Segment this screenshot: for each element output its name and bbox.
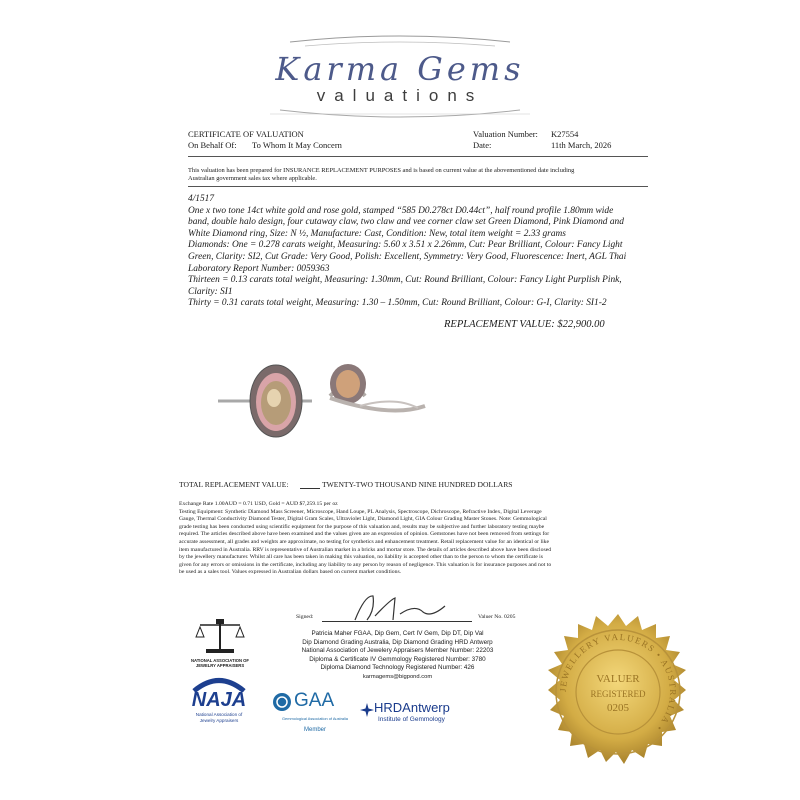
behalf-label: On Behalf Of:	[188, 140, 237, 150]
valuation-number-label: Valuation Number:	[473, 129, 538, 139]
item-line: Green, Clarity: SI2, Cut Grade: Very Good, Polish: Excellent, Symmetry: Very Good, Fluorescence: Inert, AGL Thai	[188, 251, 627, 262]
item-line: Thirty = 0.31 carats total weight, Measuring: 1.30 – 1.50mm, Cut: Round Brilliant, Colour: G-I, Clarity: SI1-2	[188, 298, 607, 309]
certificate-title: CERTIFICATE OF VALUATION	[188, 129, 304, 139]
seal-icon	[538, 612, 698, 772]
naja-caption: NATIONAL ASSOCIATION OF JEWELRY APPRAISERS	[190, 658, 249, 668]
item-line: White Diamond ring, Size: N ½, Manufacture: Cast, Condition: New, total item weight = 2.33 grams	[188, 228, 566, 239]
item-description	[188, 194, 658, 310]
naja-logo: NAJA	[191, 689, 247, 711]
naja-subtitle: National Association of Jewelry Appraisers	[195, 712, 243, 723]
divider	[188, 156, 648, 157]
signature-icon	[345, 590, 465, 626]
replacement-value: REPLACEMENT VALUE: $22,900.00	[444, 319, 605, 330]
svg-text:REGISTERED: REGISTERED	[590, 689, 646, 699]
item-line: Thirteen = 0.13 carats total weight, Measuring: 1.30mm, Cut: Round Brilliant, Colour: Fancy Light Purplish Pink,	[188, 275, 622, 286]
hrd-star-icon	[360, 703, 374, 717]
valuation-number: K27554	[551, 129, 579, 139]
item-number: 4/1517	[188, 194, 215, 204]
gaa-subtitle: Gemmological Association of Australia	[282, 716, 348, 721]
hrd-subtitle: Institute of Gemmology	[378, 716, 445, 723]
purpose-text: This valuation has been prepared for INSURANCE REPLACEMENT PURPOSES and is based on current value at the abovementioned date including Australian government sales tax where applicable.	[188, 167, 575, 183]
item-line: Laboratory Report Number: 0059363	[188, 263, 330, 274]
date-label: Date:	[473, 140, 492, 150]
item-line: Diamonds: One = 0.278 carats weight, Measuring: 5.60 x 3.51 x 2.26mm, Cut: Pear Brilliant, Colour: Fancy Light	[188, 240, 623, 251]
item-line: One x two tone 14ct white gold and rose gold, stamped “585 D0.278ct D0.44ct”, half round profile 1.80mm wide	[188, 205, 614, 216]
date-value: 11th March, 2026	[551, 140, 612, 150]
karma-gems-logo	[250, 32, 550, 132]
hrd-logo: HRDAntwerp	[374, 700, 450, 715]
gaa-globe-icon	[272, 692, 292, 712]
scales-icon	[190, 615, 250, 655]
signed-label: Signed:	[296, 614, 314, 620]
valuer-number: Valuer No. 0205	[478, 614, 516, 620]
logo-subtitle: valuations	[316, 86, 484, 105]
svg-text:0205: 0205	[607, 702, 629, 714]
fine-print: Exchange Rate 1.00AUD = 0.71 USD, Gold = AUD $7,259.15 per oz Testing Equipment: Synthetic Diamond Mass Screener, Microscope, Hand Loupe, PL Analysis, Spectroscope, Dichroscope, Refractive Index, Digital Leverage Gauge, Thermal Conductivity Diamond Tester, Digital Gram Scales, Ultraviolet Light, Diamond Light, GIA Colour Grading Master Stones. Note: Gemmological grade testing has been conducted using scientific equipment for the purpose of this valuation and, results may be subjective and further laboratory testing maybe required. The articles described above have been examined and the values given are an expression of opinion. Gemstones have not been removed from settings for accurate assessment, all grades and weights are approximate, no testing for synthetics and enhancement treatment. Retail replacement value for an identical or like item manufactured in Australia. RRV is representative of Australian market in a bricks and mortar store. The details of articles described above have been disclosed by the jewellery manufacturer. Whilst all care has been taken in making this valuation, no liability is accepted other than to the person to whom the certificate is given for any errors or omissions in the certificate, including any liability to any person by reason of negligence. This valuation is for insurance purposes and not to be used as a sales tool. Values expressed in Australian dollars based on current market conditions.	[179, 501, 651, 577]
gaa-logo: GAA	[294, 690, 335, 711]
divider	[188, 186, 648, 187]
gaa-member: Member	[303, 727, 326, 733]
exchange-rate: Exchange Rate 1.00AUD = 0.71 USD, Gold = AUD $7,259.15 per oz	[179, 501, 338, 507]
ring-photo	[200, 346, 440, 446]
svg-text:VALUER: VALUER	[596, 673, 640, 685]
item-line: Clarity: SI1	[188, 286, 233, 297]
total-value: TWENTY-TWO THOUSAND NINE HUNDRED DOLLARS	[322, 480, 513, 489]
logo-name: Karma Gems	[275, 50, 525, 88]
gold-seal	[538, 612, 698, 772]
svg-text:JEWELLERY VALUERS • AUSTRALIA: JEWELLERY VALUERS • AUSTRALIA •	[557, 631, 679, 734]
total-label: TOTAL REPLACEMENT VALUE:	[179, 480, 289, 489]
valuer-credentials: Patricia Maher FGAA, Dip Gem, Cert IV Gem, Dip DT, Dip Val Dip Diamond Grading Australia, Dip Diamond Grading HRD Antwerp National Association of Jewelery Appraisers Member Number: 22203 Diploma & Certificate IV Gemmology Registered Number: 3780 Diploma Diamond Technology Registered Number: 426 karmagems@bigpond.com	[301, 630, 494, 680]
item-line: band, double halo design, four cutaway claw, two claw and vee corner claw set Green Diamond, Pink Diamond and	[188, 217, 624, 228]
behalf-value: To Whom It May Concern	[252, 140, 342, 150]
